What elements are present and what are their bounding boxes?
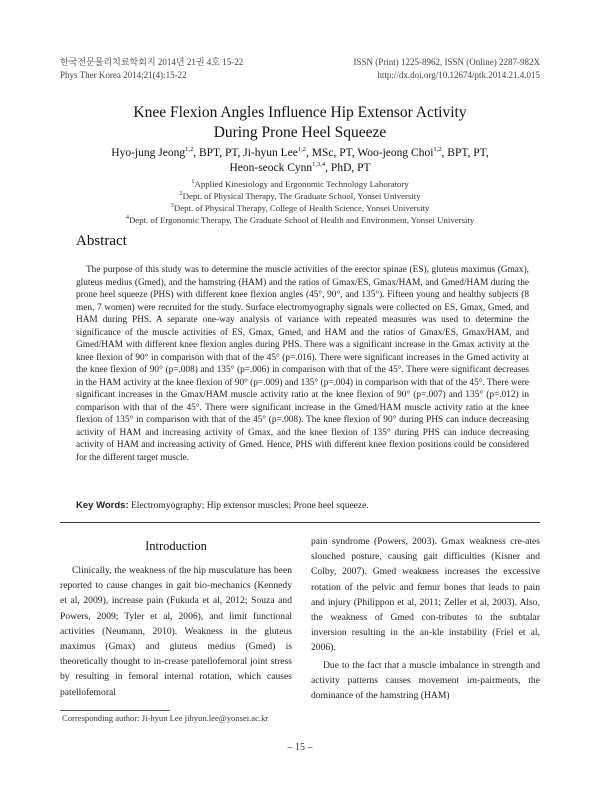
- body-paragraph: Due to the fact that a muscle imbalance in strength and activity patterns causes movement im-pairments, the dominance of the hamstring (HAM): [311, 659, 540, 702]
- affiliation-marker: 4: [125, 214, 129, 222]
- corresponding-author-footnote: Corresponding author: Ji-hyun Lee jihyun.lee@yonsei.ac.kr: [62, 713, 269, 723]
- author-affiliation-marker: 1,2: [433, 146, 442, 154]
- author-affiliation-marker: 1,2: [185, 146, 194, 154]
- author-name: Hyo-jung Jeong: [111, 147, 186, 159]
- title-line-1: Knee Flexion Angles Influence Hip Extensor Activity: [133, 104, 467, 121]
- title-line-2: During Prone Heel Squeeze: [213, 124, 387, 141]
- affiliation-text: Dept. of Physical Therapy, The Graduate School, Yonsei University: [182, 191, 421, 201]
- affiliation-marker: 3: [170, 202, 174, 210]
- author-affiliation-marker: 1,2: [297, 146, 306, 154]
- doi-link[interactable]: http://dx.doi.org/10.12674/ptk.2014.21.4.015: [377, 70, 540, 80]
- introduction-heading: Introduction: [145, 539, 207, 553]
- author-line-2: [60, 161, 540, 176]
- author-name: Ji-hyun Lee: [243, 147, 298, 159]
- journal-name-korean: 한국전문물리치료학회지 2014년 21권 4호 15-22: [60, 57, 244, 67]
- footnote-rule: [60, 710, 170, 711]
- body-paragraph: pain syndrome (Powers, 2003). Gmax weakness cre-ates slouched posture, causing gait difficulties (Kisner and Colby, 2007). Gmed weakness increases the excessive rotation of the pelvic and femur bones that leads to pain and injury (Philippon et al, 2011; Zeller et al, 2003). Also, the weakness of Gmed con-tributes to the subtalar inversion resulting in the an-kle instability (Friel et al, 2006).: [311, 536, 540, 654]
- affiliation-text: Applied Kinesiology and Ergonomic Technology Laboratory: [194, 179, 409, 189]
- affiliation-marker: 2: [179, 190, 183, 198]
- author-degrees: , PhD, PT: [325, 162, 371, 174]
- author-name: Heon-seock Cynn: [229, 162, 313, 174]
- author-affiliation-marker: 1,3,4: [312, 161, 326, 169]
- keywords-label: Key Words:: [76, 500, 129, 511]
- author-degrees: , BPT, PT,: [193, 147, 244, 159]
- author-list: [60, 146, 540, 176]
- paper-title: [0, 103, 600, 143]
- affiliation: [60, 202, 540, 214]
- keywords-text: Electromyography; Hip extensor muscles; Prone heel squeeze.: [128, 501, 369, 511]
- page-number: – 15 –: [287, 742, 313, 753]
- affiliation: [60, 214, 540, 226]
- journal-header-left: [60, 56, 243, 82]
- author-degrees: , MSc, PT,: [306, 147, 358, 159]
- affiliation-text: Dept. of Ergonomic Therapy, The Graduate School of Health and Environment, Yonsei University: [128, 215, 475, 225]
- affiliation-text: Dept. of Physical Therapy, College of Health Science, Yonsei University: [173, 203, 430, 213]
- keywords: [76, 500, 529, 511]
- section-divider: [60, 522, 540, 523]
- author-degrees: , BPT, PT,: [441, 147, 489, 159]
- issn-line: ISSN (Print) 1225-8962, ISSN (Online) 2287-982X: [353, 57, 540, 67]
- author-line-1: [60, 146, 540, 161]
- affiliation-marker: 1: [191, 178, 195, 186]
- body-column-left: [60, 563, 292, 700]
- affiliation: [60, 190, 540, 202]
- journal-header-right: [354, 56, 541, 82]
- abstract-text: The purpose of this study was to determine the muscle activities of the erector spinae (ES), gluteus maximus (Gmax), gluteus medius (Gmed), and the hamstring (HAM) and the ratios of Gmax/ES, Gmax/HAM, and Gmed/HAM during the prone heel squeeze (PHS) with different knee flexion angles (45°, 90°, and 135°). Fifteen young and healthy subjects (8 men, 7 women) were recruited for the study. Surface electromyography signals were collected on ES, Gmax, Gmed, and HAM during PHS. A separate one-way analysis of variance with repeated measures was used to determine the significance of the muscle activities of ES, Gmax, Gmed, and HAM and the ratios of Gmax/ES, Gmax/HAM, and Gmed/HAM with different knee flexion angles during PHS. There was a significant increase in the Gmax activity at the knee flexion of 90° in comparison with that of the 45° (p=.016). There were significant increases in the Gmed activity at the knee flexion of 90° (p=.008) and 135° (p=.006) in comparison with that of the 45°. There were significant decreases in the HAM activity at the knee flexion of 90° (p=.009) and 135° (p=.004) in comparison with that of the 45°. There were significant increases in the Gmax/HAM muscle activity ratio at the knee flexion of 90° (p=.007) and 135° (p=.012) in comparison with that of the 45°. There were significant increase in the Gmed/HAM muscle activity ratio at the knee flexion of 135° in comparison with that of the 45° (p=.008). The knee flexion of 90° during PHS can induce decreasing activity of HAM and increasing activity of Gmax, and the knee flexion of 135° during PHS can induce decreasing activity of HAM and increasing activity of Gmed. Hence, PHS with different knee flexion positions could be considered for the different target muscle.: [76, 265, 529, 463]
- body-column-right: [311, 534, 540, 703]
- abstract-heading: Abstract: [76, 233, 127, 249]
- affiliation: [60, 178, 540, 190]
- journal-citation: Phys Ther Korea 2014;21(4):15-22: [60, 70, 187, 80]
- author-name: Woo-jeong Choi: [357, 147, 434, 159]
- body-paragraph: Clinically, the weakness of the hip musculature has been reported to cause changes in gait bio-mechanics (Kennedy et al, 2009), increase pain (Fukuda et al, 2012; Souza and Powers, 2009; Tyler et al, 2006), and limit functional activities (Neumann, 2010). Weakness in the gluteus maximus (Gmax) and gluteus medius (Gmed) is theoretically thought to in-crease patellofemoral joint stress by resulting in femoral internal rotation, which causes patellofemoral: [60, 565, 292, 698]
